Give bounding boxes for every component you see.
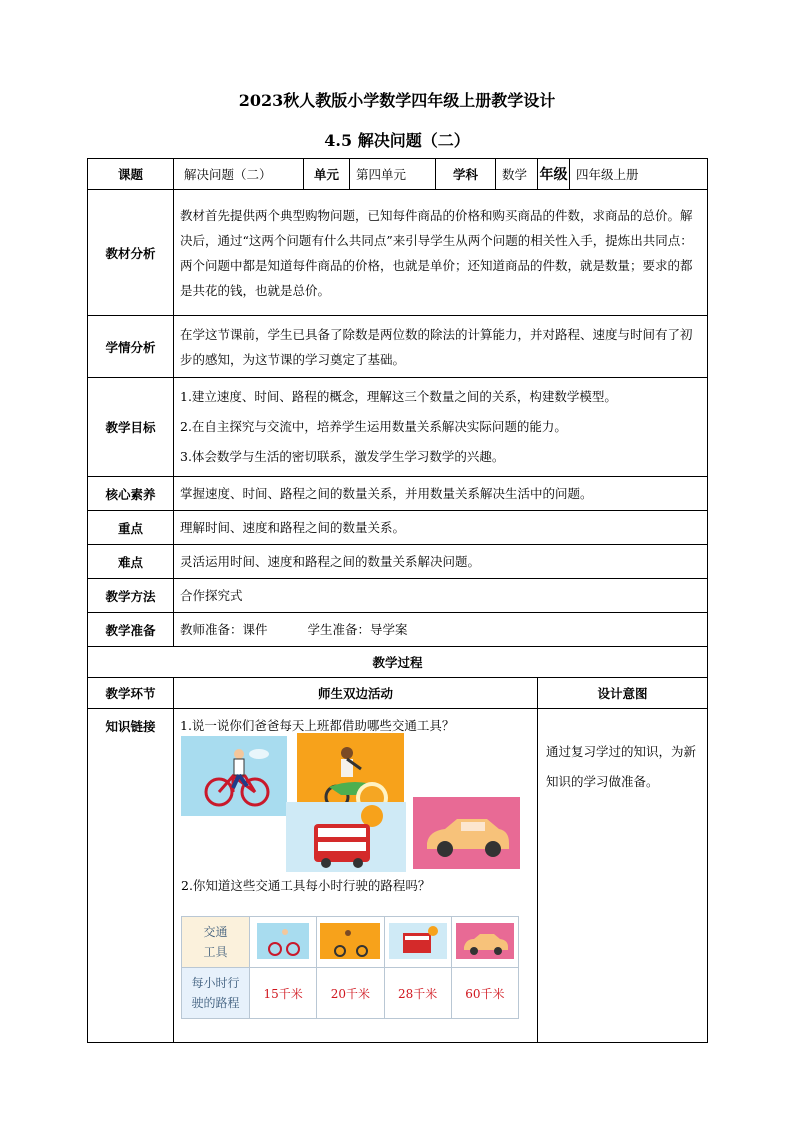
subject-value: 数学 <box>496 159 538 190</box>
vehicle-row-label <box>182 917 250 968</box>
vehicle-cell <box>451 917 518 968</box>
bicycle-icon <box>181 736 287 816</box>
core-literacy-text: 掌握速度、时间、路程之间的数量关系，并用数量关系解决生活中的问题。 <box>174 477 708 511</box>
label-line: 工具 <box>203 945 228 959</box>
bus-illustration <box>286 802 406 872</box>
activity-column-header: 师生双边活动 <box>174 678 538 709</box>
key-point-label: 重点 <box>88 511 174 545</box>
unit-label: 单元 <box>304 159 350 190</box>
topic-label: 课题 <box>88 159 174 190</box>
teaching-method-label: 教学方法 <box>88 579 174 613</box>
label-line: 每小时行 <box>191 976 240 990</box>
teaching-goals-list <box>174 378 708 477</box>
core-literacy-label: 核心素养 <box>88 477 174 511</box>
vehicle-cell <box>384 917 451 968</box>
document-title: 2023秋人教版小学数学四年级上册教学设计 <box>238 91 556 110</box>
teaching-prep-label: 教学准备 <box>88 613 174 647</box>
goal-item: 3.体会数学与生活的密切联系，激发学生学习数学的兴趣。 <box>180 449 505 464</box>
goal-item: 2.在自主探究与交流中，培养学生运用数量关系解决实际问题的能力。 <box>180 419 567 434</box>
vehicle-speed-table <box>181 916 519 1019</box>
bicycle-illustration <box>181 736 287 816</box>
goal-item: 1.建立速度、时间、路程的概念，理解这三个数量之间的关系，构建数学模型。 <box>180 389 617 404</box>
teaching-method-text: 合作探究式 <box>174 579 708 613</box>
grade-label: 年级 <box>538 159 570 190</box>
lesson-plan-table <box>87 158 708 1043</box>
textbook-analysis-label: 教材分析 <box>88 190 174 316</box>
design-intent-text: 通过复习学过的知识，为新知识的学习做准备。 <box>538 709 708 1043</box>
distance-row-label <box>182 968 250 1019</box>
vehicle-cell <box>250 917 317 968</box>
bus-icon <box>389 923 447 959</box>
teaching-prep-text <box>174 613 708 647</box>
textbook-analysis-text: 教材首先提供两个典型购物问题，已知每件商品的价格和购买商品的件数，求商品的总价。解决后，通过“这两个问题有什么共同点”来引导学生从两个问题的相关性入手，提炼出共同点：两个问题中都是知道每件商品的价格，也就是单价；还知道商品的件数，就是数量；要求的都是共花的钱，也就是总价。 <box>174 190 708 316</box>
teacher-prep: 教师准备：课件 <box>180 622 268 637</box>
student-prep: 学生准备：导学案 <box>307 622 408 637</box>
speed-value: 15千米 <box>250 968 317 1019</box>
difficult-point-label: 难点 <box>88 545 174 579</box>
student-analysis-text: 在学这节课前，学生已具备了除数是两位数的除法的计算能力，并对路程、速度与时间有了初步的感知，为这节课的学习奠定了基础。 <box>174 316 708 378</box>
key-point-text: 理解时间、速度和路程之间的数量关系。 <box>174 511 708 545</box>
label-line: 交通 <box>203 925 228 939</box>
vehicle-cell <box>317 917 384 968</box>
speed-value: 20千米 <box>317 968 384 1019</box>
knowledge-link-label: 知识链接 <box>88 709 174 1043</box>
teaching-process-heading: 教学过程 <box>88 647 708 678</box>
bus-icon <box>286 802 406 872</box>
motorbike-icon <box>320 923 380 959</box>
question-2: 2.你知道这些交通工具每小时行驶的路程吗？ <box>181 878 431 893</box>
intent-column-header: 设计意图 <box>538 678 708 709</box>
student-analysis-label: 学情分析 <box>88 316 174 378</box>
lesson-subtitle: 4.5 解决问题（二） <box>324 131 470 150</box>
grade-value: 四年级上册 <box>570 159 708 190</box>
topic-value: 解决问题（二） <box>174 159 304 190</box>
label-line: 驶的路程 <box>191 996 240 1010</box>
car-icon <box>413 797 520 869</box>
car-illustration <box>413 797 520 869</box>
stage-column-header: 教学环节 <box>88 678 174 709</box>
teaching-goals-label: 教学目标 <box>88 378 174 477</box>
question-1: 1.说一说你们爸爸每天上班都借助哪些交通工具？ <box>180 718 455 733</box>
difficult-point-text: 灵活运用时间、速度和路程之间的数量关系解决问题。 <box>174 545 708 579</box>
car-icon <box>456 923 514 959</box>
unit-value: 第四单元 <box>350 159 436 190</box>
speed-value: 60千米 <box>451 968 518 1019</box>
bicycle-icon <box>257 923 309 959</box>
speed-value: 28千米 <box>384 968 451 1019</box>
subject-label: 学科 <box>436 159 496 190</box>
